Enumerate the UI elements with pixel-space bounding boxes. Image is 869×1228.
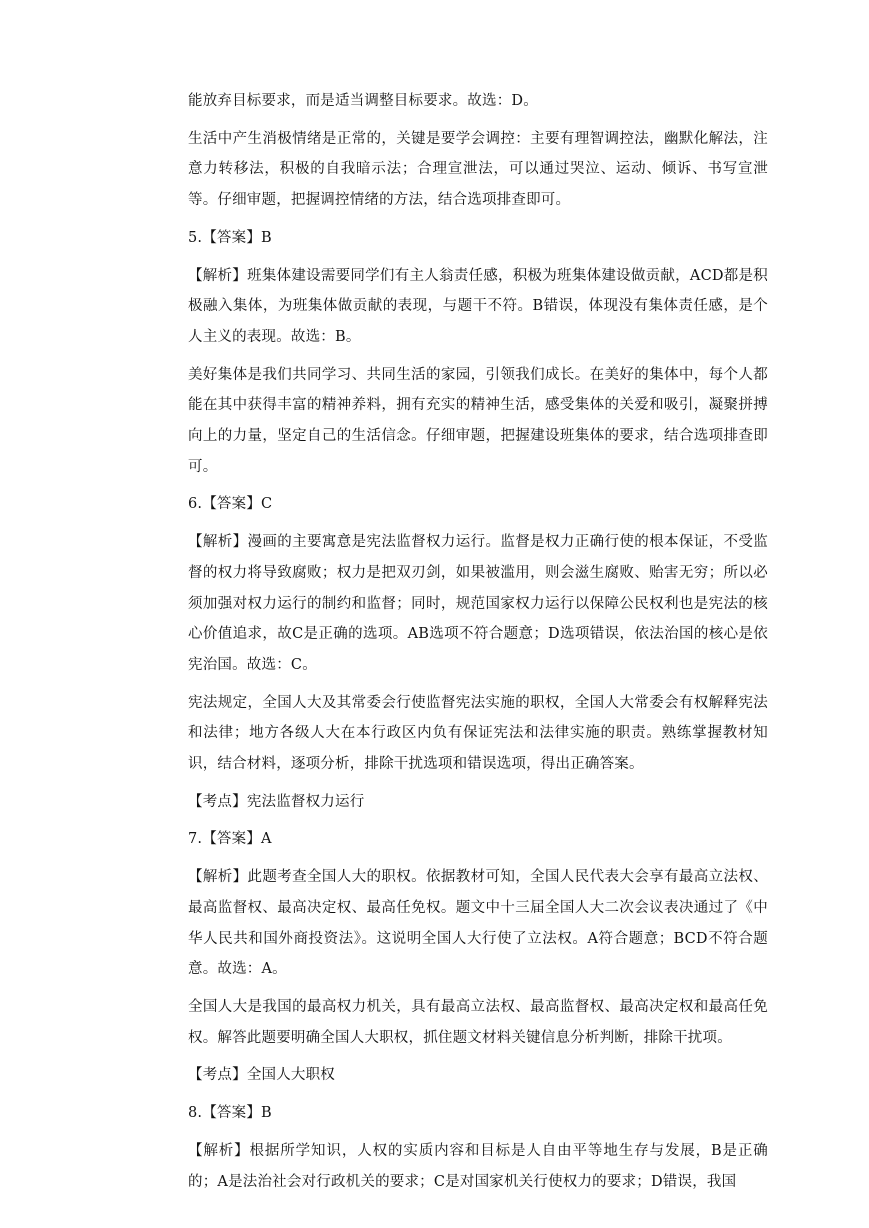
analysis-label: 【解析】 bbox=[188, 869, 248, 886]
analysis-text: 漫画的主要寓意是宪法监督权力运行。监督是权力正确行使的根本保证，不受监督的权力将导致腐败；权力是把双刃剑，如果被滥用，则会滋生腐败、贻害无穷；所以必须加强对权力运行的制约和监督；同时，规范国家权力运行以保障公民权利也是宪法的核心价值追求，故C是正确的选项。AB选项不符合题意；D选项错误，依法治国的核心是依宪治国。故选：C。 bbox=[188, 534, 768, 673]
answer-value: A bbox=[261, 831, 272, 848]
answer-7 bbox=[188, 824, 768, 855]
keypoint-label: 【考点】 bbox=[188, 1067, 247, 1084]
paragraph-text: 能放弃目标要求，而是适当调整目标要求。故选：D。 bbox=[188, 93, 538, 109]
analysis-label: 【解析】 bbox=[188, 267, 248, 284]
answer-value: C bbox=[261, 496, 273, 513]
analysis-text: 此题考查全国人大的职权。依据教材可知，全国人民代表大会享有最高立法权、最高监督权、最高决定权、最高任免权。题文中十三届全国人大二次会议表决通过了《中华人民共和国外商投资法》。这说明全国人大行使了立法权。A符合题意；BCD不符合题意。故选：A。 bbox=[188, 869, 768, 978]
answer-value: B bbox=[261, 1105, 272, 1122]
answer-6 bbox=[188, 489, 768, 520]
keypoint-text: 宪法监督权力运行 bbox=[246, 793, 365, 810]
paragraph-text: 美好集体是我们共同学习、共同生活的家园，引领我们成长。在美好的集体中，每个人都能在其中获得丰富的精神养料，拥有充实的精神生活，感受集体的关爱和吸引，凝聚拼搏向上的力量，坚定自己的生活信念。仔细审题，把握建设班集体的要求，结合选项排查即可。 bbox=[188, 366, 768, 475]
keypoint-label: 【考点】 bbox=[188, 793, 247, 810]
keypoint-text: 全国人大职权 bbox=[246, 1067, 336, 1084]
analysis-5 bbox=[188, 261, 768, 353]
keypoint-6 bbox=[188, 787, 768, 818]
answer-label: 5.【答案】 bbox=[188, 229, 262, 246]
answer-8 bbox=[188, 1098, 768, 1129]
answer-label: 7.【答案】 bbox=[188, 831, 262, 848]
paragraph bbox=[188, 124, 768, 216]
paragraph-text: 宪法规定，全国人大及其常委会行使监督宪法实施的职权，全国人大常委会有权解释宪法和法律；地方各级人大在本行政区内负有保证宪法和法律实施的职责。熟练掌握教材知识，结合材料，逐项分析，排除干扰选项和错误选项，得出正确答案。 bbox=[188, 694, 768, 773]
analysis-label: 【解析】 bbox=[188, 1142, 250, 1159]
analysis-7 bbox=[188, 862, 768, 985]
answer-analysis-content bbox=[188, 86, 768, 1204]
paragraph bbox=[188, 688, 768, 780]
paragraph-text: 全国人大是我国的最高权力机关，具有最高立法权、最高监督权、最高决定权和最高任免权。解答此题要明确全国人大职权，抓住题文材料关键信息分析判断，排除干扰项。 bbox=[188, 998, 768, 1046]
analysis-8 bbox=[188, 1136, 768, 1197]
answer-5 bbox=[188, 223, 768, 254]
answer-label: 6.【答案】 bbox=[188, 496, 262, 513]
paragraph-text: 生活中产生消极情绪是正常的，关键是要学会调控：主要有理智调控法，幽默化解法，注意力转移法，积极的自我暗示法；合理宣泄法，可以通过哭泣、运动、倾诉、书写宣泄等。仔细审题，把握调控情绪的方法，结合选项排查即可。 bbox=[188, 130, 768, 209]
answer-value: B bbox=[261, 229, 272, 246]
paragraph bbox=[188, 86, 768, 117]
keypoint-7 bbox=[188, 1060, 768, 1091]
answer-label: 8.【答案】 bbox=[188, 1105, 262, 1122]
analysis-text: 班集体建设需要同学们有主人翁责任感，积极为班集体建设做贡献，ACD都是积极融入集体，为班集体做贡献的表现，与题干不符。B错误，体现没有集体责任感，是个人主义的表现。故选：B。 bbox=[188, 267, 768, 345]
analysis-text: 根据所学知识，人权的实质内容和目标是人自由平等地生存与发展，B是正确的；A是法治社会对行政机关的要求；C是对国家机关行使权力的要求；D错误，我国 bbox=[188, 1142, 768, 1190]
paragraph bbox=[188, 992, 768, 1053]
analysis-label: 【解析】 bbox=[188, 534, 248, 551]
analysis-6 bbox=[188, 527, 768, 681]
paragraph bbox=[188, 360, 768, 483]
